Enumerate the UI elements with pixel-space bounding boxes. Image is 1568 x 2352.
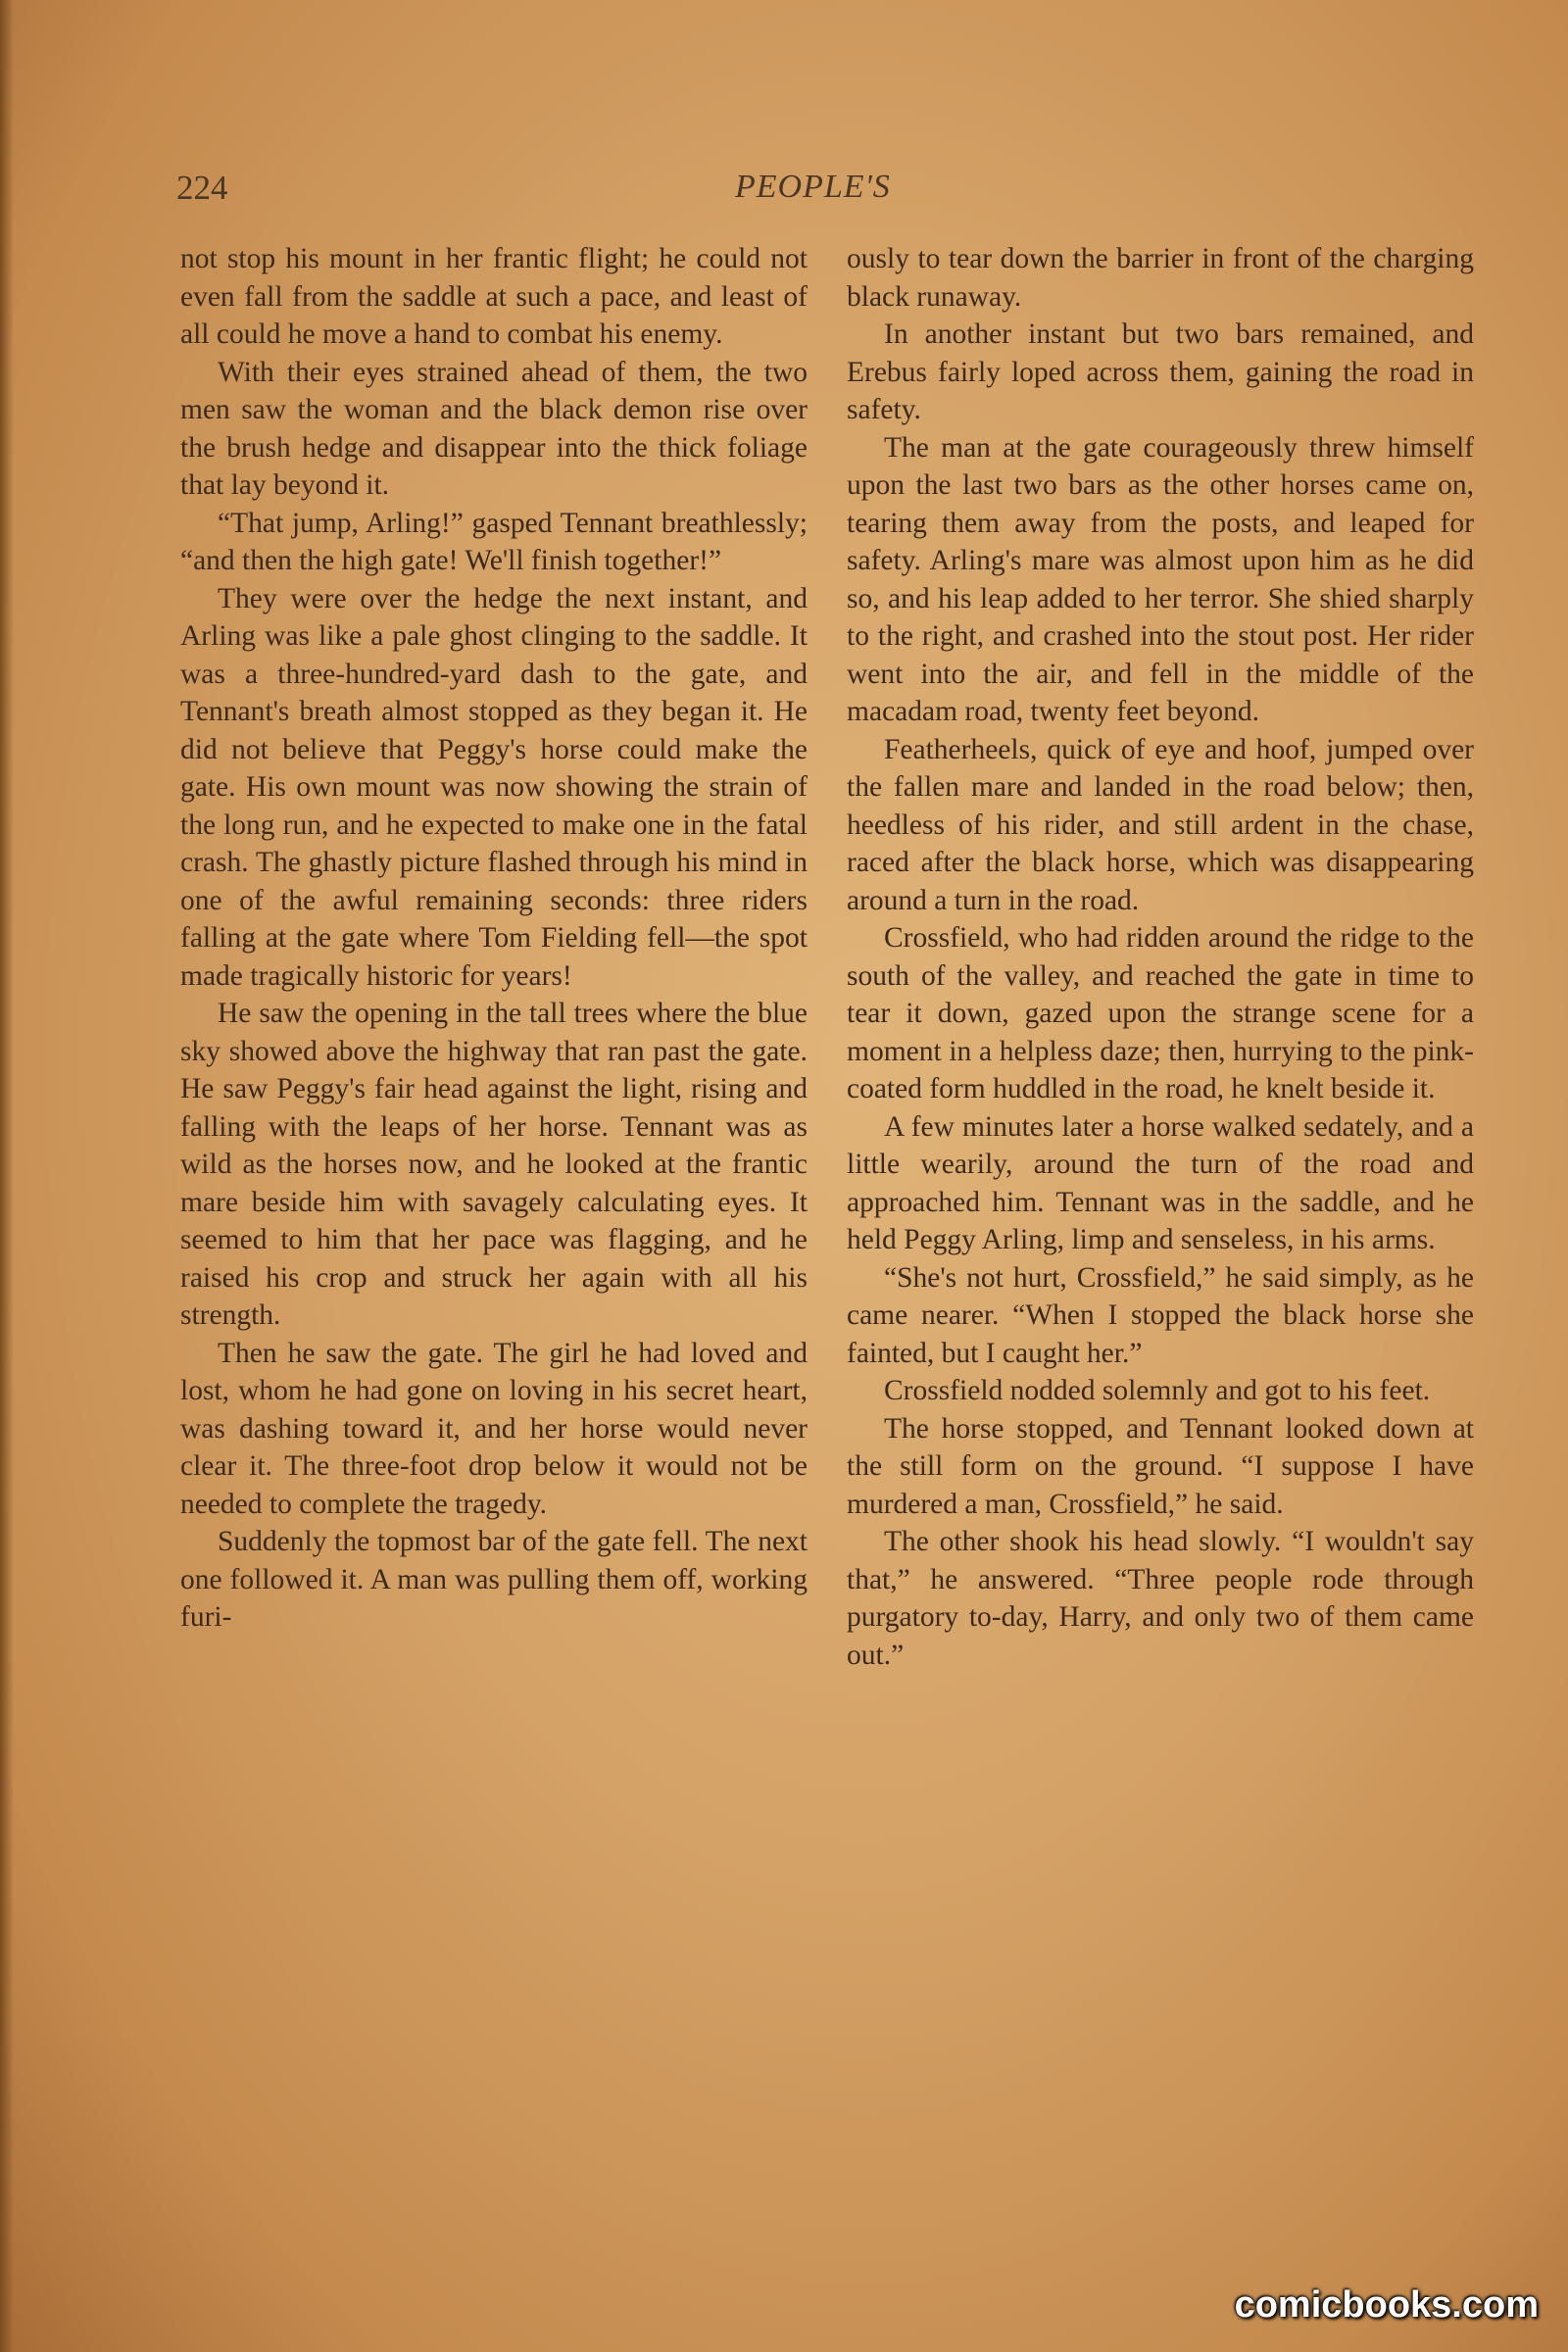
left-column [180, 240, 808, 1637]
paragraph: Featherheels, quick of eye and hoof, jumped over the fallen mare and landed in the road below; then, heedless of his rider, and still ardent in the chase, raced after the black horse, which was disappearing around a turn in the road. [847, 733, 1474, 916]
paragraph: “That jump, Arling!” gasped Tennant breathlessly; “and then the high gate! We'll finish together!” [180, 507, 808, 576]
page-edge-shadow [0, 0, 14, 2352]
right-column [847, 240, 1474, 1674]
page-header [176, 169, 1470, 218]
page-number: 224 [176, 169, 228, 207]
paragraph: “She's not hurt, Crossfield,” he said simply, as he came nearer. “When I stopped the black horse she fainted, but I caught her.” [847, 1261, 1474, 1369]
paragraph: Suddenly the topmost bar of the gate fell. The next one followed it. A man was pulling them off, working furi- [180, 1526, 808, 1633]
paragraph: The man at the gate courageously threw himself upon the last two bars as the other horses came on, tearing them away from the posts, and leaped for safety. Arling's mare was almost upon him as he did so, and his leap added to her terror. She shied sharply to the right, and crashed into the stout post. Her rider went into the air, and fell in the middle of the macadam road, twenty feet beyond. [847, 431, 1474, 727]
running-title: PEOPLE'S [735, 169, 891, 205]
paragraph: A few minutes later a horse walked sedately, and a little wearily, around the turn of the road and approached him. Tennant was in the saddle, and he held Peggy Arling, limp and senseless, in his arms. [847, 1110, 1474, 1255]
paragraph: not stop his mount in her frantic flight; he could not even fall from the saddle at such a pace, and least of all could he move a hand to combat his enemy. [180, 243, 808, 350]
paragraph: He saw the opening in the tall trees where the blue sky showed above the highway that ran past the gate. He saw Peggy's fair head against the light, rising and falling with the leaps of her horse. Tennant was as wild as the horses now, and he looked at the frantic mare beside him with savagely calculating eyes. It seemed to him that her pace was flagging, and he raised his crop and struck her again with all his strength. [180, 998, 808, 1331]
paragraph: Then he saw the gate. The girl he had loved and lost, whom he had gone on loving in his secret heart, was dashing toward it, and her horse would never clear it. The three-foot drop below it would not be needed to complete the tragedy. [180, 1337, 808, 1520]
paragraph: With their eyes strained ahead of them, the two men saw the woman and the black demon rise over the brush hedge and disappear into the thick foliage that lay beyond it. [180, 356, 808, 501]
paragraph: The other shook his head slowly. “I wouldn't say that,” he answered. “Three people rode through purgatory to-day, Harry, and only two of them came out.” [847, 1526, 1474, 1671]
paragraph: Crossfield, who had ridden around the ridge to the south of the valley, and reached the gate in time to tear it down, gazed upon the strange scene for a moment in a helpless daze; then, hurrying to the pink-coated form huddled in the road, he knelt beside it. [847, 922, 1474, 1104]
paragraph: In another instant but two bars remained, and Erebus fairly loped across them, gaining the road in safety. [847, 318, 1474, 425]
paragraph: ously to tear down the barrier in front of the charging black runaway. [847, 243, 1474, 313]
paragraph: The horse stopped, and Tennant looked down at the still form on the ground. “I suppose I have murdered a man, Crossfield,” he said. [847, 1412, 1474, 1520]
paragraph: They were over the hedge the next instant, and Arling was like a pale ghost clinging to the saddle. It was a three-hundred-yard dash to the gate, and Tennant's breath almost stopped as they began it. He did not believe that Peggy's horse could make the gate. His own mount was now showing the strain of the long run, and he expected to make one in the fatal crash. The ghastly picture flashed through his mind in one of the awful remaining seconds: three riders falling at the gate where Tom Fielding fell—the spot made tragically historic for years! [180, 582, 808, 992]
paragraph: Crossfield nodded solemnly and got to his feet. [884, 1375, 1431, 1406]
watermark: comicbooks.com [1234, 2284, 1539, 2326]
